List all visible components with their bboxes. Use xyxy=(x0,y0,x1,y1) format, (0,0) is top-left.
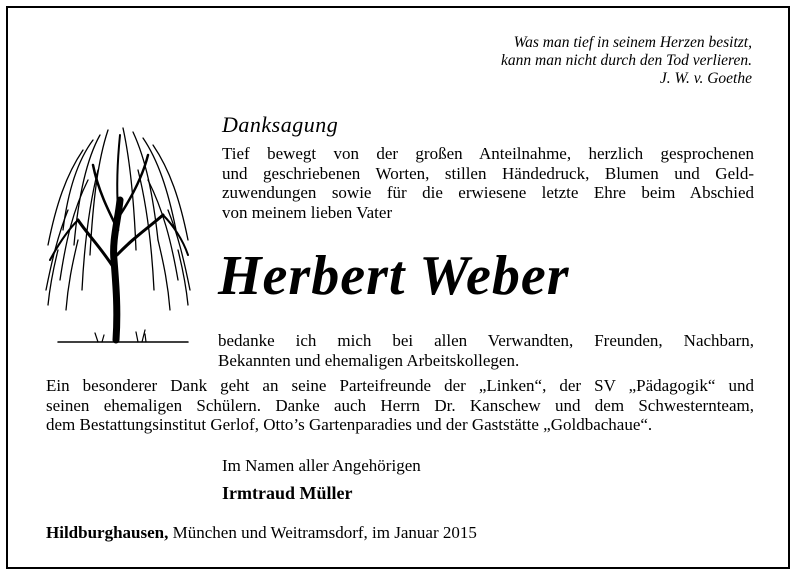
intro-paragraph xyxy=(222,144,754,222)
weeping-willow-icon xyxy=(38,120,198,350)
on-behalf-text: Im Namen aller Angehörigen xyxy=(222,456,421,475)
thanks-special-line-3: dem Bestattungsinstitut Gerlof, Otto’s Gartenparadies und der Gaststätte „Goldbachaue“. xyxy=(46,415,653,434)
thanks-main-line-1: bedanke ich mich bei allen Verwandten, Freunden, Nachbarn, xyxy=(218,331,754,350)
thanks-main-paragraph xyxy=(218,331,754,370)
thanks-special-paragraph xyxy=(46,376,754,435)
intro-line-2: und geschriebenen Worten, stillen Händedruck, Blumen und Geld- xyxy=(222,163,754,183)
intro-line-1: Tief bewegt von der großen Anteilnahme, herzlich gesprochenen xyxy=(222,144,754,163)
thanks-special-line-2: seinen ehemaligen Schülern. Danke auch Herrn Dr. Kanschew und dem Schwesternteam, xyxy=(46,395,754,415)
signer-name: Irmtraud Müller xyxy=(222,483,353,503)
quote-line-2: kann man nicht durch den Tod verlieren. xyxy=(501,52,752,69)
deceased-name: Herbert Weber xyxy=(218,245,570,307)
quote-author: J. W. v. Goethe xyxy=(659,70,752,87)
goethe-quote xyxy=(501,34,752,88)
quote-line-1: Was man tief in seinem Herzen besitzt, xyxy=(513,34,752,51)
intro-line-4: von meinem lieben Vater xyxy=(222,202,393,222)
thanks-special-line-1: Ein besonderer Dank geht an seine Parteifreunde der „Linken“, der SV „Pädagogik“ und xyxy=(46,376,754,395)
place-primary: Hildburghausen, xyxy=(46,523,169,542)
place-date-line xyxy=(46,523,477,543)
thanks-main-line-2: Bekannten und ehemaligen Arbeitskollegen. xyxy=(218,350,520,370)
intro-line-3: zuwendungen sowie für die erwiesene letzte Ehre beim Abschied xyxy=(222,183,754,202)
place-rest: München und Weitramsdorf, im Januar 2015 xyxy=(168,523,477,542)
heading-danksagung: Danksagung xyxy=(222,112,339,137)
